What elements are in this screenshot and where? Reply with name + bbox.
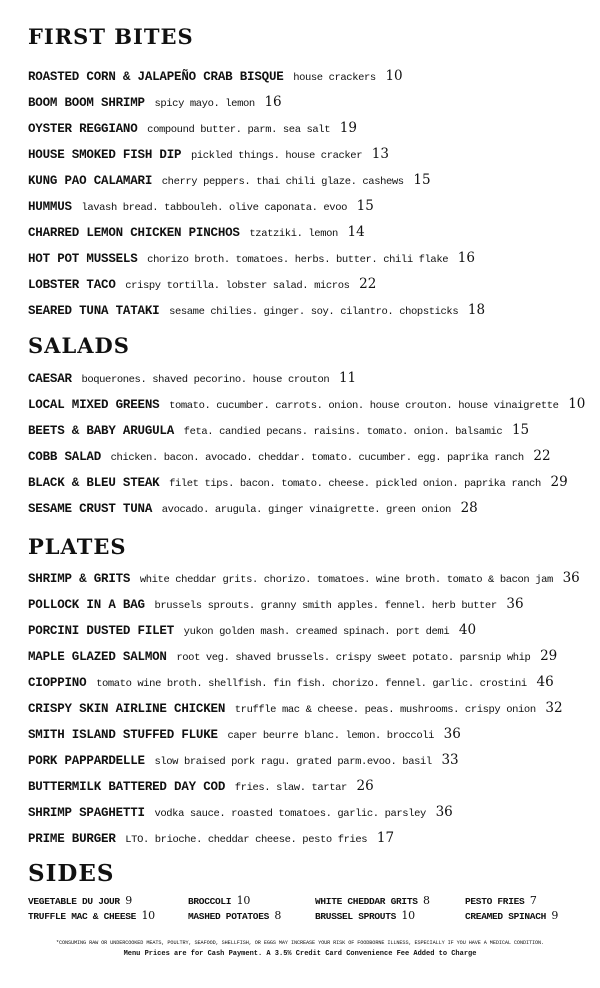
item-price: 36 bbox=[435, 804, 453, 820]
side-price: 9 bbox=[551, 909, 559, 922]
item-name: OYSTER REGGIANO bbox=[28, 122, 138, 136]
side-price: 8 bbox=[423, 894, 430, 907]
menu-item bbox=[28, 494, 588, 520]
item-description: fries. slaw. tartar bbox=[234, 782, 347, 794]
side-item bbox=[315, 893, 430, 909]
menu-item bbox=[28, 468, 588, 494]
item-description: house crackers bbox=[293, 72, 376, 84]
item-name: HUMMUS bbox=[28, 200, 72, 214]
item-name: SMITH ISLAND STUFFED FLUKE bbox=[28, 728, 218, 742]
menu-item bbox=[28, 62, 588, 88]
item-name: HOT POT MUSSELS bbox=[28, 252, 138, 266]
side-item bbox=[315, 908, 415, 924]
item-price: 15 bbox=[356, 198, 374, 214]
menu-item bbox=[28, 244, 588, 270]
item-price: 19 bbox=[339, 120, 357, 136]
item-price: 18 bbox=[467, 302, 486, 318]
menu-item bbox=[28, 590, 588, 616]
first-bites-list bbox=[28, 62, 588, 322]
section-title-plates: PLATES bbox=[28, 534, 127, 559]
section-title-sides: SIDES bbox=[28, 860, 115, 887]
side-price: 10 bbox=[236, 894, 251, 907]
menu-item bbox=[28, 166, 588, 192]
menu-item bbox=[28, 772, 588, 798]
item-price: 10 bbox=[568, 396, 586, 412]
item-price: 26 bbox=[356, 778, 374, 794]
item-price: 36 bbox=[506, 596, 524, 612]
item-price: 15 bbox=[511, 422, 530, 438]
item-name: PRIME BURGER bbox=[28, 832, 116, 846]
item-name: SESAME CRUST TUNA bbox=[28, 502, 153, 516]
side-price: 8 bbox=[274, 909, 282, 922]
menu-item bbox=[28, 390, 588, 416]
side-price: 9 bbox=[125, 894, 132, 907]
item-name: CIOPPINO bbox=[28, 676, 87, 690]
item-description: yukon golden mash. creamed spinach. port demi bbox=[183, 626, 450, 638]
menu-item bbox=[28, 642, 588, 668]
item-name: HOUSE SMOKED FISH DIP bbox=[28, 148, 182, 162]
item-name: PORCINI DUSTED FILET bbox=[28, 624, 175, 638]
item-description: spicy mayo. lemon bbox=[154, 98, 255, 110]
side-name: WHITE CHEDDAR GRITS bbox=[315, 896, 418, 907]
item-description: lavash bread. tabbouleh. olive caponata. evoo bbox=[81, 202, 347, 214]
item-name: SEARED TUNA TATAKI bbox=[28, 304, 160, 318]
item-price: 33 bbox=[441, 752, 459, 768]
side-name: PESTO FRIES bbox=[465, 896, 525, 907]
side-item bbox=[188, 893, 250, 909]
menu-item bbox=[28, 218, 588, 244]
menu-item bbox=[28, 694, 588, 720]
side-item bbox=[28, 908, 155, 924]
payment-notice: Menu Prices are for Cash Payment. A 3.5% Credit Card Convenience Fee Added to Charge bbox=[123, 950, 477, 958]
item-description: vodka sauce. roasted tomatoes. garlic. parsley bbox=[154, 808, 426, 820]
item-description: tzatziki. lemon bbox=[249, 228, 338, 240]
item-price: 14 bbox=[347, 224, 365, 240]
item-price: 29 bbox=[550, 474, 568, 490]
side-item bbox=[465, 893, 537, 909]
item-description: boquerones. shaved pecorino. house crouton bbox=[81, 374, 330, 386]
item-description: root veg. shaved brussels. crispy sweet potato. parsnip whip bbox=[176, 652, 531, 664]
menu-item bbox=[28, 192, 588, 218]
item-name: SHRIMP & GRITS bbox=[28, 572, 131, 586]
menu-item bbox=[28, 720, 588, 746]
item-description: slow braised pork ragu. grated parm.evoo. basil bbox=[154, 756, 432, 768]
menu-item bbox=[28, 270, 588, 296]
plates-list bbox=[28, 564, 588, 850]
side-name: MASHED POTATOES bbox=[188, 911, 270, 922]
item-name: PORK PAPPARDELLE bbox=[28, 754, 145, 768]
side-name: CREAMED SPINACH bbox=[465, 911, 547, 922]
item-description: truffle mac & cheese. peas. mushrooms. crispy onion bbox=[234, 704, 536, 716]
item-description: feta. candied pecans. raisins. tomato. onion. balsamic bbox=[183, 426, 503, 438]
item-description: filet tips. bacon. tomato. cheese. pickled onion. paprika ranch bbox=[169, 478, 541, 490]
item-price: 17 bbox=[376, 830, 395, 846]
menu-item bbox=[28, 364, 588, 390]
menu-item bbox=[28, 140, 588, 166]
item-price: 36 bbox=[443, 726, 461, 742]
item-price: 22 bbox=[533, 448, 551, 464]
item-description: white cheddar grits. chorizo. tomatoes. wine broth. tomato & bacon jam bbox=[139, 574, 553, 586]
item-name: CHARRED LEMON CHICKEN PINCHOS bbox=[28, 226, 240, 240]
item-description: cherry peppers. thai chili glaze. cashews bbox=[161, 176, 404, 188]
sides-grid bbox=[28, 893, 588, 923]
food-safety-disclaimer: *CONSUMING RAW OR UNDERCOOKED MEATS, POULTRY, SEAFOOD, SHELLFISH, OR EGGS MAY INCREASE YOUR RISK OF FOODBORNE ILLNESS, ESPECIALLY IF YOU HAVE A MEDICAL CONDITION. bbox=[55, 940, 545, 946]
side-item bbox=[465, 908, 558, 924]
item-name: COBB SALAD bbox=[28, 450, 102, 464]
salads-list bbox=[28, 364, 588, 520]
side-name: VEGETABLE DU JOUR bbox=[28, 896, 120, 907]
side-item bbox=[188, 908, 281, 924]
item-description: LTO. brioche. cheddar cheese. pesto fries bbox=[125, 834, 368, 846]
menu-item bbox=[28, 296, 588, 322]
side-price: 7 bbox=[529, 894, 537, 907]
item-description: crispy tortilla. lobster salad. micros bbox=[125, 280, 350, 292]
item-name: KUNG PAO CALAMARI bbox=[28, 174, 153, 188]
item-description: sesame chilies. ginger. soy. cilantro. chopsticks bbox=[169, 306, 459, 318]
item-name: BEETS & BABY ARUGULA bbox=[28, 424, 175, 438]
item-description: pickled things. house cracker bbox=[190, 150, 363, 162]
side-item bbox=[28, 893, 132, 909]
item-price: 13 bbox=[371, 146, 389, 162]
item-name: SHRIMP SPAGHETTI bbox=[28, 806, 145, 820]
item-name: ROASTED CORN & JALAPEÑO CRAB BISQUE bbox=[28, 70, 284, 84]
item-price: 16 bbox=[457, 250, 475, 266]
menu-item bbox=[28, 442, 588, 468]
menu-item bbox=[28, 746, 588, 772]
menu-item bbox=[28, 114, 588, 140]
item-description: tomato. cucumber. carrots. onion. house crouton. house vinaigrette bbox=[169, 400, 559, 412]
menu-item bbox=[28, 668, 588, 694]
item-price: 10 bbox=[385, 68, 403, 84]
menu-item bbox=[28, 88, 588, 114]
item-price: 15 bbox=[413, 172, 431, 188]
item-name: CAESAR bbox=[28, 372, 72, 386]
item-price: 46 bbox=[536, 674, 554, 690]
item-price: 29 bbox=[540, 648, 558, 664]
item-price: 16 bbox=[264, 94, 282, 110]
section-title-first-bites: FIRST BITES bbox=[28, 24, 194, 49]
menu-item bbox=[28, 564, 588, 590]
menu-item bbox=[28, 798, 588, 824]
item-name: BOOM BOOM SHRIMP bbox=[28, 96, 145, 110]
side-name: TRUFFLE MAC & CHEESE bbox=[28, 911, 137, 922]
item-name: BUTTERMILK BATTERED DAY COD bbox=[28, 780, 226, 794]
item-price: 40 bbox=[458, 622, 477, 638]
item-description: chicken. bacon. avocado. cheddar. tomato. cucumber. egg. paprika ranch bbox=[110, 452, 524, 464]
item-description: caper beurre blanc. lemon. broccoli bbox=[227, 730, 435, 742]
item-name: CRISPY SKIN AIRLINE CHICKEN bbox=[28, 702, 226, 716]
sides-row bbox=[28, 893, 588, 908]
sides-row bbox=[28, 908, 588, 923]
item-price: 36 bbox=[562, 570, 580, 586]
side-price: 10 bbox=[141, 909, 155, 922]
menu-item bbox=[28, 616, 588, 642]
item-price: 22 bbox=[359, 276, 377, 292]
item-description: compound butter. parm. sea salt bbox=[147, 124, 331, 136]
menu-item bbox=[28, 416, 588, 442]
item-name: POLLOCK IN A BAG bbox=[28, 598, 145, 612]
item-price: 32 bbox=[545, 700, 563, 716]
item-description: tomato wine broth. shellfish. fin fish. chorizo. fennel. garlic. crostini bbox=[96, 678, 527, 690]
item-description: brussels sprouts. granny smith apples. fennel. herb butter bbox=[154, 600, 497, 612]
section-title-salads: SALADS bbox=[28, 333, 130, 358]
item-price: 11 bbox=[338, 370, 357, 386]
item-name: LOBSTER TACO bbox=[28, 278, 116, 292]
side-price: 10 bbox=[401, 909, 415, 922]
item-price: 28 bbox=[460, 500, 478, 516]
item-name: BLACK & BLEU STEAK bbox=[28, 476, 160, 490]
item-description: chorizo broth. tomatoes. herbs. butter. chili flake bbox=[147, 254, 449, 266]
side-name: BROCCOLI bbox=[188, 896, 232, 907]
menu-item bbox=[28, 824, 588, 850]
item-description: avocado. arugula. ginger vinaigrette. green onion bbox=[161, 504, 451, 516]
side-name: BRUSSEL SPROUTS bbox=[315, 911, 397, 922]
item-name: MAPLE GLAZED SALMON bbox=[28, 650, 167, 664]
item-name: LOCAL MIXED GREENS bbox=[28, 398, 160, 412]
